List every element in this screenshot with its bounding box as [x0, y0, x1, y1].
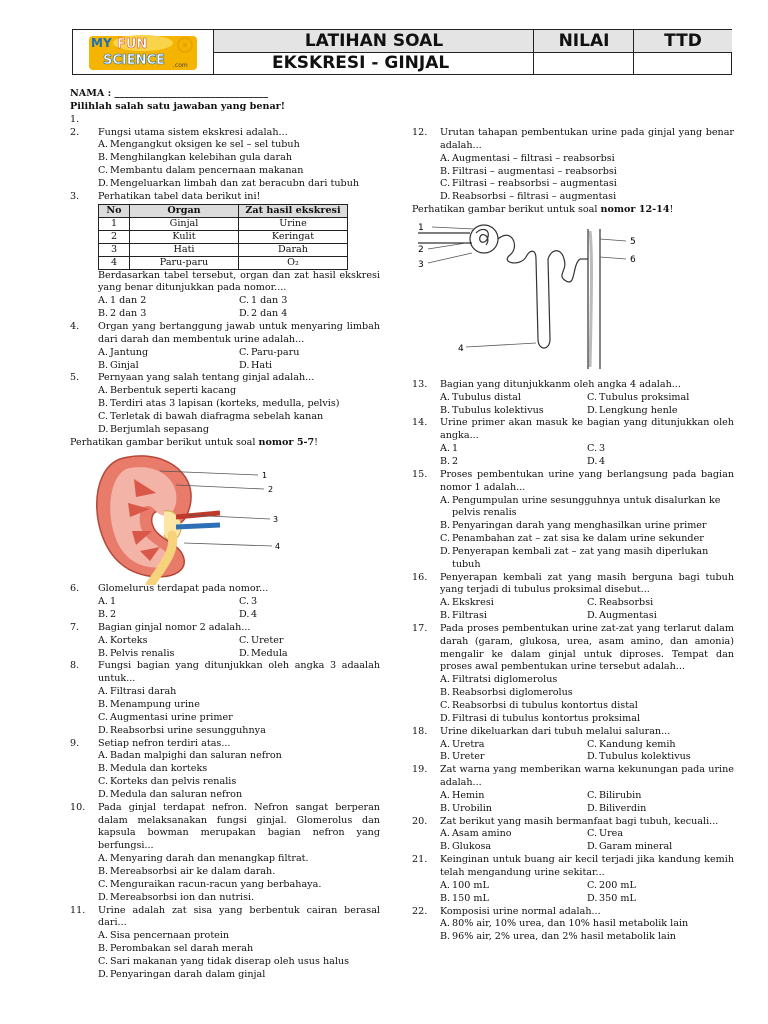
- svg-text:MY: MY: [91, 36, 112, 50]
- option[interactable]: B. Filtrasi: [440, 610, 487, 622]
- title-latihan-soal: LATIHAN SOAL: [213, 30, 534, 53]
- option[interactable]: D. Biliverdin: [587, 802, 647, 814]
- option[interactable]: A. 1 dan 2: [98, 295, 147, 307]
- question-8: 8. Fungsi bagian yang ditunjukkan oleh angka 3 adaalah untuk...: [70, 660, 380, 685]
- option[interactable]: B. 2: [98, 609, 117, 621]
- option[interactable]: C. Bilirubin: [587, 789, 642, 801]
- question-1: 1.: [70, 113, 80, 125]
- question-21: 21. Keinginan untuk buang air kecil terjadi jika kandung kemih telah mengandung urine sekitar...: [412, 854, 734, 878]
- table-row: 3 Hati Darah: [99, 243, 348, 256]
- option[interactable]: B. Pelvis renalis: [98, 647, 175, 659]
- name-field[interactable]: NAMA : ________________________________: [70, 88, 268, 99]
- option[interactable]: B. Ureter: [440, 751, 485, 763]
- question-12: 12. Urutan tahapan pembentukan urine pada ginjal yang benar adalah...: [412, 127, 734, 151]
- question-2: 2. Fungsi utama sistem ekskresi adalah...: [70, 126, 288, 138]
- option[interactable]: C. Filtrasi – reabsorbsi – augmentasi: [440, 178, 617, 190]
- option[interactable]: A. Badan malpighi dan saluran nefron: [98, 750, 282, 762]
- option[interactable]: C. Augmentasi urine primer: [98, 711, 233, 723]
- option[interactable]: C. Urea: [587, 828, 624, 840]
- question-22: 22. Komposisi urine normal adalah...: [412, 905, 601, 917]
- kidney-label-4: 4: [275, 542, 280, 552]
- option[interactable]: B. Glukosa: [440, 841, 492, 853]
- ttd-label: TTD: [633, 30, 732, 53]
- question-11: 11. Urine adalah zat sisa yang berbentuk cairan berasal dari...: [70, 904, 380, 929]
- question-20: 20. Zat berikut yang masih bermanfaat bagi tubuh, kecuali...: [412, 815, 719, 827]
- option[interactable]: C. 1 dan 3: [239, 295, 288, 307]
- nephron-label-5: 5: [630, 236, 636, 247]
- option[interactable]: D. Penyerapan kembali zat – zat yang masih diperlukan tubuh: [440, 545, 709, 570]
- option[interactable]: B. Filtrasi – augmentasi – reabsorbsi: [440, 165, 617, 177]
- question-14: 14. Urine primer akan masuk ke bagian yang ditunjukkan oleh angka...: [412, 417, 734, 442]
- table-header: Zat hasil ekskresi: [239, 204, 348, 217]
- option[interactable]: A. Berbentuk seperti kacang: [98, 385, 237, 397]
- question-15: 15. Proses pembentukan urine yang berlangsung pada bagian nomor 1 adalah...: [412, 468, 734, 493]
- option[interactable]: C. 3: [239, 596, 258, 608]
- option[interactable]: D. Filtrasi di tubulus kontortus proksimal: [440, 712, 641, 724]
- option[interactable]: C. Reabsorbsi di tubulus kontortus distal: [440, 700, 638, 711]
- nephron-diagram: [416, 219, 666, 379]
- option[interactable]: A. 80% air, 10% urea, dan 10% hasil metabolik lain: [440, 918, 689, 930]
- svg-text:.com: .com: [173, 62, 188, 69]
- question-13: 13. Bagian yang ditunjukkanm oleh angka 4 adalah...: [412, 378, 681, 390]
- excretion-table: [98, 204, 348, 270]
- figure-note-12-14: Perhatikan gambar berikut untuk soal nomor 12-14!: [412, 204, 674, 216]
- question-7: 7. Bagian ginjal nomor 2 adalah...: [70, 621, 251, 633]
- option[interactable]: A. Filtrasi darah: [98, 686, 177, 698]
- option[interactable]: A. Jantung: [98, 346, 149, 358]
- option[interactable]: B. Menghilangkan kelebihan gula darah: [98, 152, 293, 164]
- option[interactable]: B. Menampung urine: [98, 699, 200, 710]
- option[interactable]: D. Tubulus kolektivus: [587, 751, 691, 763]
- right-column: [412, 127, 734, 944]
- nephron-label-4: 4: [458, 343, 464, 354]
- option[interactable]: C. Terletak di bawah diafragma sebelah kanan: [98, 410, 324, 422]
- nephron-label-1: 1: [418, 222, 424, 233]
- option[interactable]: B. 2 dan 3: [98, 308, 147, 320]
- option[interactable]: A. Augmentasi – filtrasi – reabsorbsi: [440, 152, 615, 164]
- option[interactable]: A. 1: [98, 596, 117, 608]
- table-row: 4 Paru-paru O₂: [99, 256, 348, 269]
- ttd-box[interactable]: [633, 52, 732, 74]
- title-ekskresi-ginjal: EKSKRESI - GINJAL: [213, 52, 533, 74]
- question-3: 3. Perhatikan tabel data berikut ini!: [70, 190, 261, 202]
- kidney-figure: [70, 449, 380, 583]
- option[interactable]: C. Tubulus proksimal: [587, 391, 690, 403]
- option[interactable]: B. 96% air, 2% urea, dan 2% hasil metabolik lain: [440, 931, 676, 943]
- question-5: 5. Pernyaan yang salah tentang ginjal adalah...: [70, 372, 315, 384]
- table-row: 2 Kulit Keringat: [99, 230, 348, 243]
- option[interactable]: B. Mereabsorbsi air ke dalam darah.: [98, 865, 276, 877]
- option[interactable]: C. Sari makanan yang tidak diserap oleh usus halus: [98, 955, 350, 967]
- nephron-figure: [412, 217, 734, 379]
- option[interactable]: D. 2 dan 4: [239, 308, 288, 320]
- option[interactable]: D. Penyaringan darah dalam ginjal: [98, 968, 266, 980]
- option[interactable]: C. Paru-paru: [239, 346, 300, 358]
- option[interactable]: D. 4: [587, 455, 606, 467]
- option[interactable]: A. Hemin: [440, 789, 485, 801]
- option[interactable]: C. Reabsorbsi: [587, 597, 654, 609]
- question-6: 6. Glomelurus terdapat pada nomor...: [70, 583, 269, 595]
- question-18: 18. Urine dikeluarkan dari tubuh melalui saluran...: [412, 725, 671, 737]
- option[interactable]: A. Asam amino: [440, 828, 512, 840]
- option[interactable]: A. Korteks: [98, 634, 148, 646]
- question-9: 9. Setiap nefron terdiri atas...: [70, 737, 231, 749]
- left-column: [70, 88, 380, 982]
- option[interactable]: B. 2: [440, 455, 459, 467]
- option[interactable]: D. Mereabsorbsi ion dan nutrisi.: [98, 891, 255, 903]
- option[interactable]: A. 1: [440, 443, 459, 455]
- option[interactable]: D. Medula: [239, 647, 288, 659]
- option[interactable]: D. 4: [239, 609, 258, 621]
- option[interactable]: B. Ginjal: [98, 359, 139, 371]
- option[interactable]: C. Membantu dalam pencernaan makanan: [98, 165, 304, 177]
- instruction: Pilihlah salah satu jawaban yang benar!: [70, 100, 285, 112]
- option[interactable]: A. Uretra: [440, 738, 485, 750]
- option[interactable]: A. Tubulus distal: [440, 391, 521, 403]
- option[interactable]: A. 100 mL: [440, 879, 489, 891]
- option[interactable]: B. 150 mL: [440, 892, 489, 904]
- kidney-label-1: 1: [262, 471, 268, 481]
- question-4: 4. Organ yang bertanggung jawab untuk menyaring limbah dari darah dan membentuk urine adalah...: [70, 320, 380, 345]
- option[interactable]: B. Tubulus kolektivus: [440, 404, 544, 416]
- option[interactable]: D. Reabsorbsi – filtrasi – augmentasi: [440, 191, 617, 203]
- option[interactable]: B. Perombakan sel darah merah: [98, 943, 254, 955]
- option[interactable]: C. Ureter: [239, 634, 284, 646]
- option[interactable]: A. Mengangkut oksigen ke sel – sel tubuh: [98, 139, 300, 151]
- svg-text:FUN: FUN: [117, 37, 148, 52]
- option[interactable]: B. Reabsorbsi diglomerolus: [440, 687, 573, 699]
- kidney-diagram: [80, 451, 280, 585]
- question-3-text: Berdasarkan tabel tersebut, organ dan zat hasil ekskresi yang benar ditunjukkan pada nomor....: [98, 269, 380, 294]
- option[interactable]: D. Medula dan saluran nefron: [98, 788, 243, 800]
- option[interactable]: C. Kandung kemih: [587, 738, 676, 750]
- option[interactable]: B. Medula dan korteks: [98, 763, 208, 775]
- option[interactable]: D. 350 mL: [587, 892, 636, 904]
- option[interactable]: D. Mengeluarkan limbah dan zat beracubn dari tubuh: [98, 177, 360, 189]
- question-10: 10. Pada ginjal terdapat nefron. Nefron sangat berperan dalam melaksanakan fungsi ginjal. Glomerolus dan kapsula bowman merupakan bagian nefron yang berfungsi...: [70, 801, 380, 852]
- question-16: 16. Penyerapan kembali zat yang masih berguna bagi tubuh yang terjadi di tubulus proksimal disebut...: [412, 571, 734, 596]
- option[interactable]: D. Reabsorbsi urine sesungguhnya: [98, 724, 266, 736]
- option[interactable]: B. Penyaringan darah yang menghasilkan urine primer: [440, 520, 707, 532]
- option[interactable]: B. Urobilin: [440, 802, 492, 814]
- kidney-label-3: 3: [273, 515, 279, 525]
- option[interactable]: D. Garam mineral: [587, 841, 673, 853]
- nilai-box[interactable]: [533, 52, 634, 74]
- kidney-label-2: 2: [268, 485, 274, 495]
- option[interactable]: D. Lengkung henle: [587, 404, 678, 416]
- table-header: No: [99, 204, 130, 217]
- worksheet-header: [72, 29, 732, 75]
- option[interactable]: D. Augmentasi: [587, 610, 657, 622]
- svg-text:SCIENCE: SCIENCE: [103, 53, 165, 68]
- option[interactable]: C. 200 mL: [587, 879, 636, 891]
- option[interactable]: C. 3: [587, 443, 606, 455]
- myfunscience-logo: [73, 30, 214, 74]
- question-19: 19. Zat warna yang memberikan warna kekunungan pada urine adalah...: [412, 764, 734, 789]
- option[interactable]: A. Menyaring darah dan menangkap filtrat.: [98, 853, 309, 865]
- nilai-label: NILAI: [533, 30, 634, 53]
- option[interactable]: C. Korteks dan pelvis renalis: [98, 776, 237, 788]
- nephron-label-2: 2: [418, 244, 424, 255]
- option[interactable]: A. Sisa pencernaan protein: [98, 930, 230, 942]
- figure-note-5-7: Perhatikan gambar berikut untuk soal nomor 5-7!: [70, 436, 319, 448]
- option[interactable]: A. Filtratsi diglomerolus: [440, 674, 558, 686]
- option[interactable]: D. Hati: [239, 359, 273, 371]
- option[interactable]: C. Menguraikan racun-racun yang berbahaya.: [98, 878, 322, 890]
- nephron-label-6: 6: [630, 254, 636, 265]
- table-header: Organ: [130, 204, 239, 217]
- option[interactable]: B. Terdiri atas 3 lapisan (korteks, medulla, pelvis): [98, 398, 340, 410]
- logo-graphic: [73, 30, 213, 74]
- question-17: 17. Pada proses pembentukan urine zat-zat yang terlarut dalam darah (garam, glukosa, urea, asam amino, dan amonia) mengalir ke dalam ginjal untuk diproses. Tempat dan proses awal pembentukan urine tersebut adalah...: [412, 622, 734, 673]
- option[interactable]: A. Ekskresi: [440, 597, 494, 609]
- nephron-label-3: 3: [418, 259, 424, 270]
- table-row: 1 Ginjal Urine: [99, 217, 348, 230]
- option[interactable]: C. Penambahan zat – zat sisa ke dalam urine sekunder: [440, 533, 704, 545]
- option[interactable]: A. Pengumpulan urine sesungguhnya untuk disalurkan ke pelvis renalis: [440, 494, 721, 519]
- option[interactable]: D. Berjumlah sepasang: [98, 423, 210, 435]
